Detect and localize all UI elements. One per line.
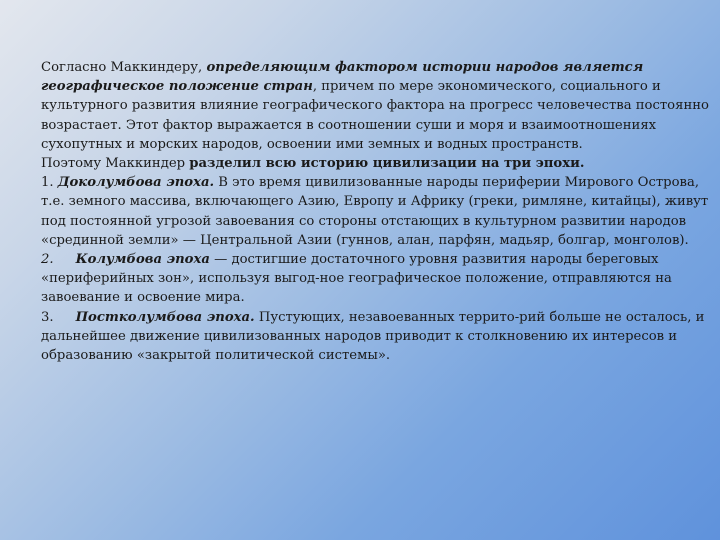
item-number: 3. — [41, 309, 54, 325]
paragraph-mackinder-geography — [7, 58, 713, 154]
text-run: В это время цивилизованные народы периферии Мирового Острова, т.е. земного массива, включающего Азию, Европу и Африку (греки, римляне, китайцы), живут под постоянной угрозой завоевания со стороны отстающих в культурном развитии народов «срединной земли» — Центральной Азии (гуннов, алан, парфян, мадьяр, болгар, монголов). — [41, 175, 709, 248]
paragraph-epoch-3 — [7, 308, 713, 366]
text-run: Пустующих, незавоеванных террито-рий больше не осталось, и дальнейшее движение цивилизованных народов приводит к столкновению их интересов и образованию «закрытой политической системы». — [41, 309, 705, 364]
paragraph-three-epochs — [7, 154, 713, 173]
main-text — [7, 58, 713, 365]
paragraph-epoch-2 — [7, 250, 713, 308]
text-run: — достигшие достаточного уровня развития народы береговых «периферийных зон», используя выгод-ное географическое положение, отправляются на завоевание и освоение мира. — [41, 252, 672, 306]
epoch-title: Колумбова эпоха — [75, 252, 210, 268]
text-run: Поэтому Маккиндер — [41, 156, 190, 172]
emphasis-text: разделил всю историю цивилизации на три эпохи. — [189, 156, 585, 172]
paragraph-epoch-1 — [7, 173, 713, 250]
epoch-title: Доколумбова эпоха. — [57, 175, 215, 191]
epoch-title: Постколумбова эпоха. — [75, 309, 255, 325]
text-run: , причем по мере экономического, социального и культурного развития влияние географического фактора на прогресс человечества постоянно возрастает. Этот фактор выражается в соотношении суши и моря и взаимоотношениях сухопутных и морских народов, освоении ими земных и водных пространств. — [41, 79, 709, 152]
item-number: 2. — [41, 252, 54, 268]
text-run: Согласно Маккиндеру, — [41, 60, 207, 75]
emphasis-text: определяющим фактором истории народов является географическое положение стран — [41, 60, 644, 95]
item-number: 1. — [41, 175, 58, 191]
